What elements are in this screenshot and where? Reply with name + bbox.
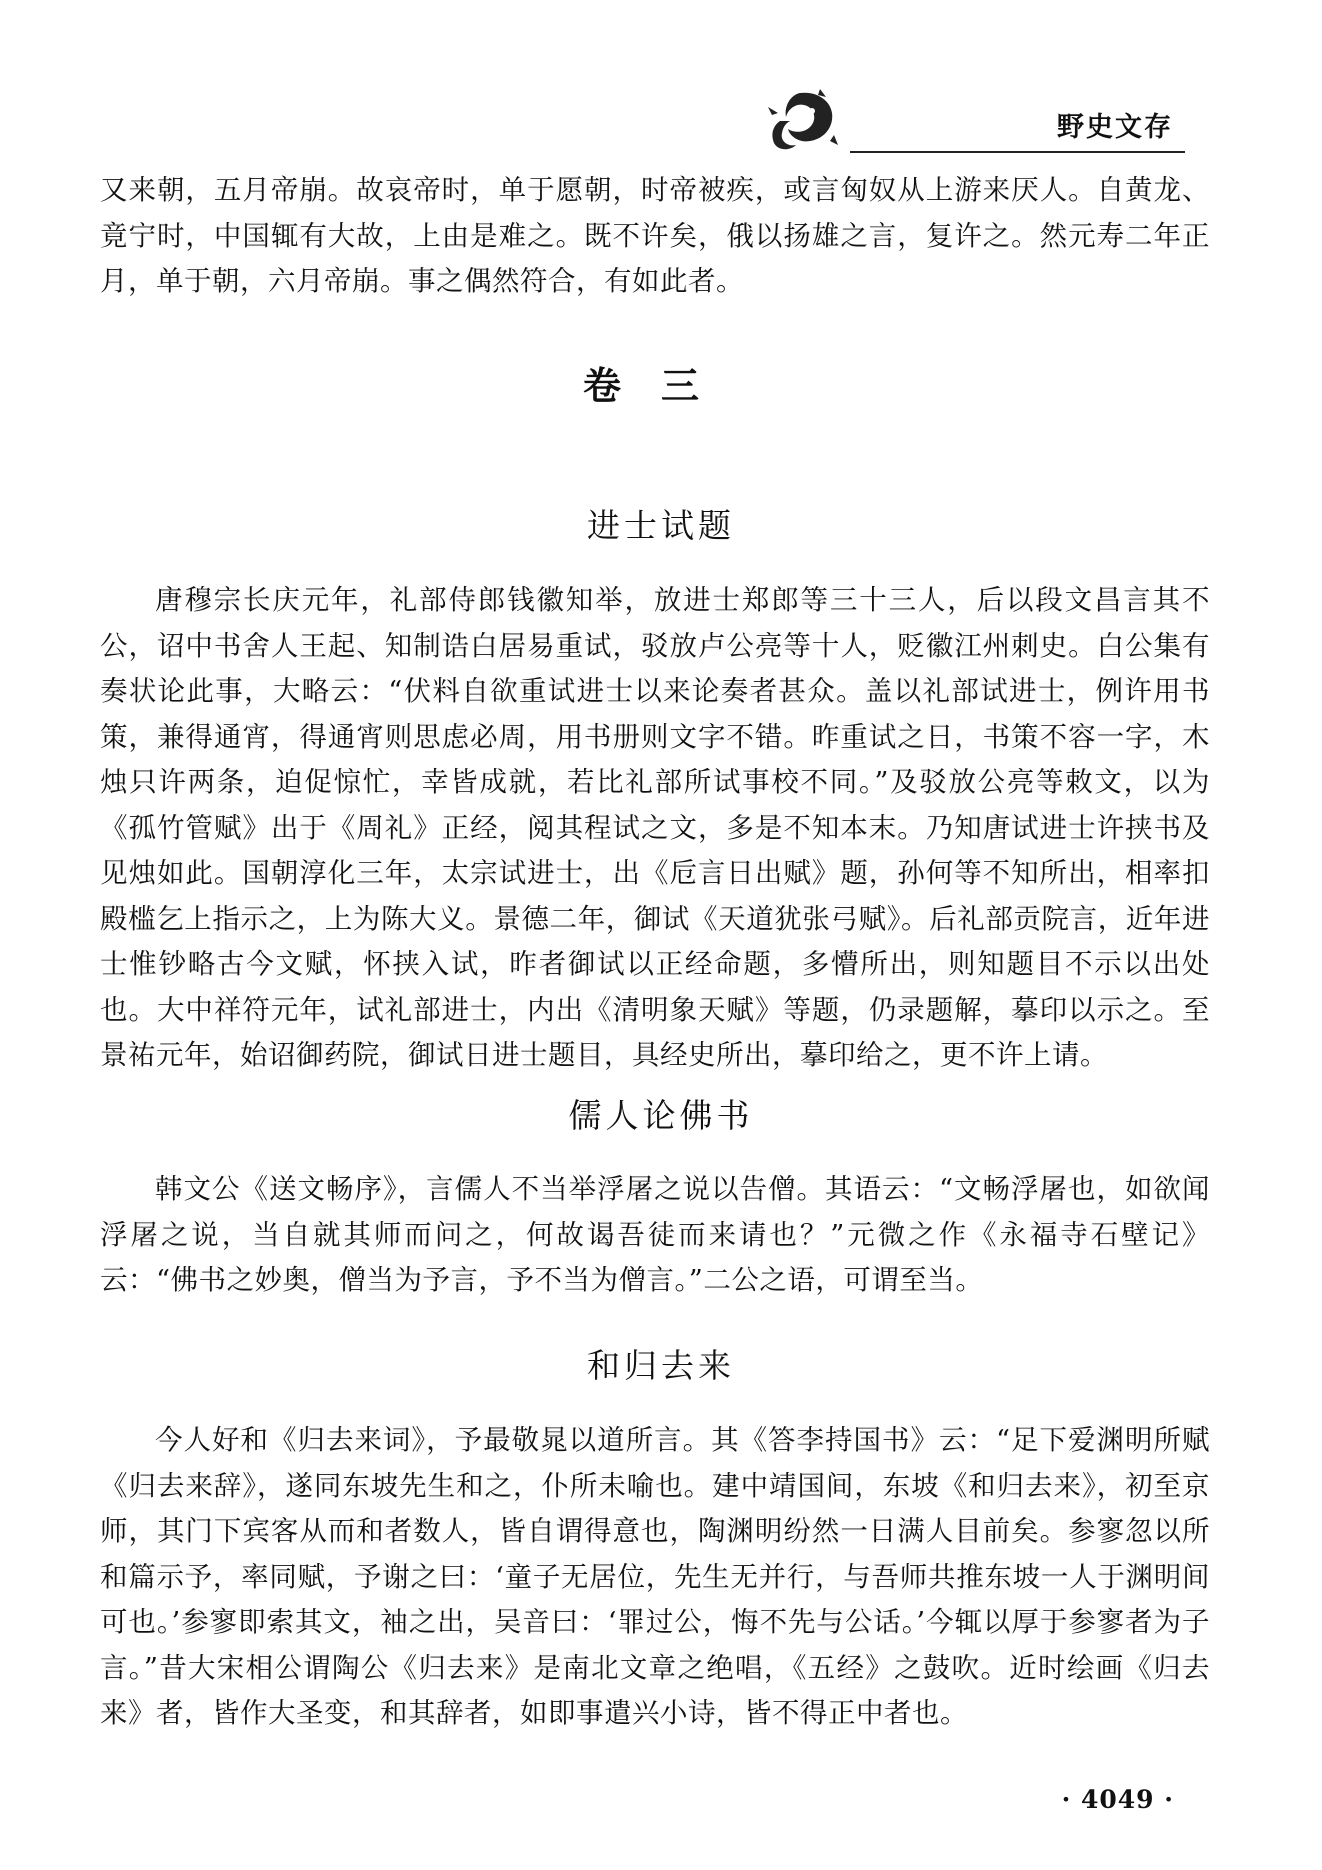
running-header <box>760 85 1185 155</box>
section-title: 和归去来 <box>587 1346 735 1385</box>
section-paragraph: 唐穆宗长庆元年，礼部侍郎钱徽知举，放进士郑郎等三十三人，后以段文昌言其不公，诏中书舍人王起、知制诰白居易重试，驳放卢公亮等十人，贬徽江州刺史。白公集有奏状论此事，大略云：“伏料自欲重试进士以来论奏者甚众。盖以礼部试进士，例许用书策，兼得通宵，得通宵则思虑必周，用书册则文字不错。昨重试之日，书策不容一字，木烛只许两条，迫促惊忙，幸皆成就，若比礼部所试事校不同。”及驳放公亮等敕文，以为《孤竹管赋》出于《周礼》正经，阅其程试之文，多是不知本末。乃知唐试进士许挟书及见烛如此。国朝淳化三年，太宗试进士，出《卮言日出赋》题，孙何等不知所出，相率扣殿槛乞上指示之，上为陈大义。景德二年，御试《天道犹张弓赋》。后礼部贡院言，近年进士惟钞略古今文赋，怀挟入试，昨者御试以正经命题，多懵所出，则知题目不示以出处也。大中祥符元年，试礼部进士，内出《清明象天赋》等题，仍录题解，摹印以示之。至景祐元年，始诏御药院，御试日进士题目，具经史所出，摹印给之，更不许上请。 <box>100 584 1210 1071</box>
continuation-paragraph: 又来朝，五月帝崩。故哀帝时，单于愿朝，时帝被疾，或言匈奴从上游来厌人。自黄龙、竟宁时，中国辄有大故，上由是难之。既不许矣，俄以扬雄之言，复许之。然元寿二年正月，单于朝，六月帝崩。事之偶然符合，有如此者。 <box>100 174 1210 297</box>
volume-title: 卷三 <box>582 364 739 408</box>
section-title: 儒人论佛书 <box>568 1096 754 1135</box>
section-paragraph: 韩文公《送文畅序》，言儒人不当举浮屠之说以告僧。其语云：“文畅浮屠也，如欲闻浮屠之说，当自就其师而问之，何故谒吾徒而来请也？”元微之作《永福寺石壁记》云：“佛书之妙奥，僧当为予言，予不当为僧言。”二公之语，可谓至当。 <box>100 1173 1210 1296</box>
page-number: · 4049 · <box>1061 1785 1174 1814</box>
section-paragraph: 今人好和《归去来词》，予最敬晁以道所言。其《答李持国书》云：“足下爱渊明所赋《归去来辞》，遂同东坡先生和之，仆所未喻也。建中靖国间，东坡《和归去来》，初至京师，其门下宾客从而和者数人，皆自谓得意也，陶渊明纷然一日满人目前矣。参寥忽以所和篇示予，率同赋，予谢之曰：‘童子无居位，先生无并行，与吾师共推东坡一人于渊明间可也。’参寥即索其文，袖之出，吴音曰：‘罪过公，悔不先与公话。’今辄以厚于参寥者为子言。”昔大宋相公谓陶公《归去来》是南北文章之绝唱，《五经》之鼓吹。近时绘画《归去来》者，皆作大圣变，和其辞者，如即事遣兴小诗，皆不得正中者也。 <box>100 1424 1210 1729</box>
dragon-emblem-icon <box>760 85 840 155</box>
header-rule <box>850 151 1185 153</box>
series-title: 野史文存 <box>1057 112 1173 143</box>
section-title: 进士试题 <box>587 506 735 545</box>
